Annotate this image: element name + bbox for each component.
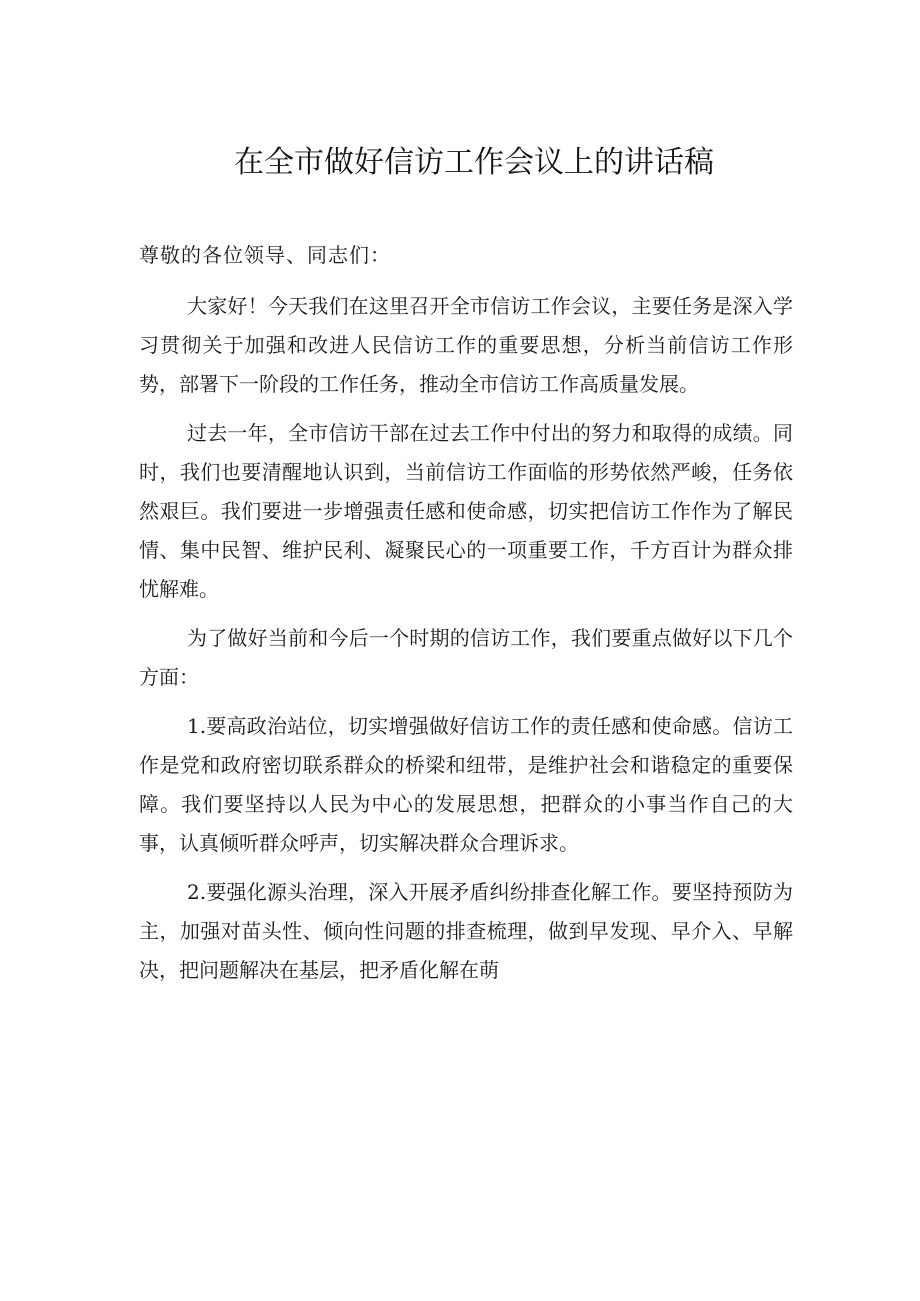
paragraph-opening: 大家好！今天我们在这里召开全市信访工作会议，主要任务是深入学习贯彻关于加强和改进人民信访工作的重要思想，分析当前信访工作形势，部署下一阶段的工作任务，推动全市信访工作高质量发展。 bbox=[139, 294, 793, 396]
paragraph-intro-points: 为了做好当前和今后一个时期的信访工作，我们要重点做好以下几个方面： bbox=[139, 626, 793, 689]
document-body bbox=[139, 236, 793, 1000]
salutation: 尊敬的各位领导、同志们： bbox=[139, 243, 391, 267]
paragraph-point-1: 1.要高政治站位，切实增强做好信访工作的责任感和使命感。信访工作是党和政府密切联系群众的桥梁和纽带，是维护社会和谐稳定的重要保障。我们要坚持以人民为中心的发展思想，把群众的小事当作自己的大事，认真倾听群众呼声，切实解决群众合理诉求。 bbox=[139, 714, 793, 855]
paragraph-review: 过去一年，全市信访干部在过去工作中付出的努力和取得的成绩。同时，我们也要清醒地认识到，当前信访工作面临的形势依然严峻，任务依然艰巨。我们要进一步增强责任感和使命感，切实把信访工作作为了解民情、集中民智、维护民利、凝聚民心的一项重要工作，千方百计为群众排忧解难。 bbox=[139, 421, 793, 601]
paragraph-point-2: 2.要强化源头治理，深入开展矛盾纠纷排查化解工作。要坚持预防为主，加强对苗头性、倾向性问题的排查梳理，做到早发现、早介入、早解决，把问题解决在基层，把矛盾化解在萌 bbox=[139, 880, 793, 982]
document-title: 在全市做好信访工作会议上的讲话稿 bbox=[234, 145, 714, 180]
